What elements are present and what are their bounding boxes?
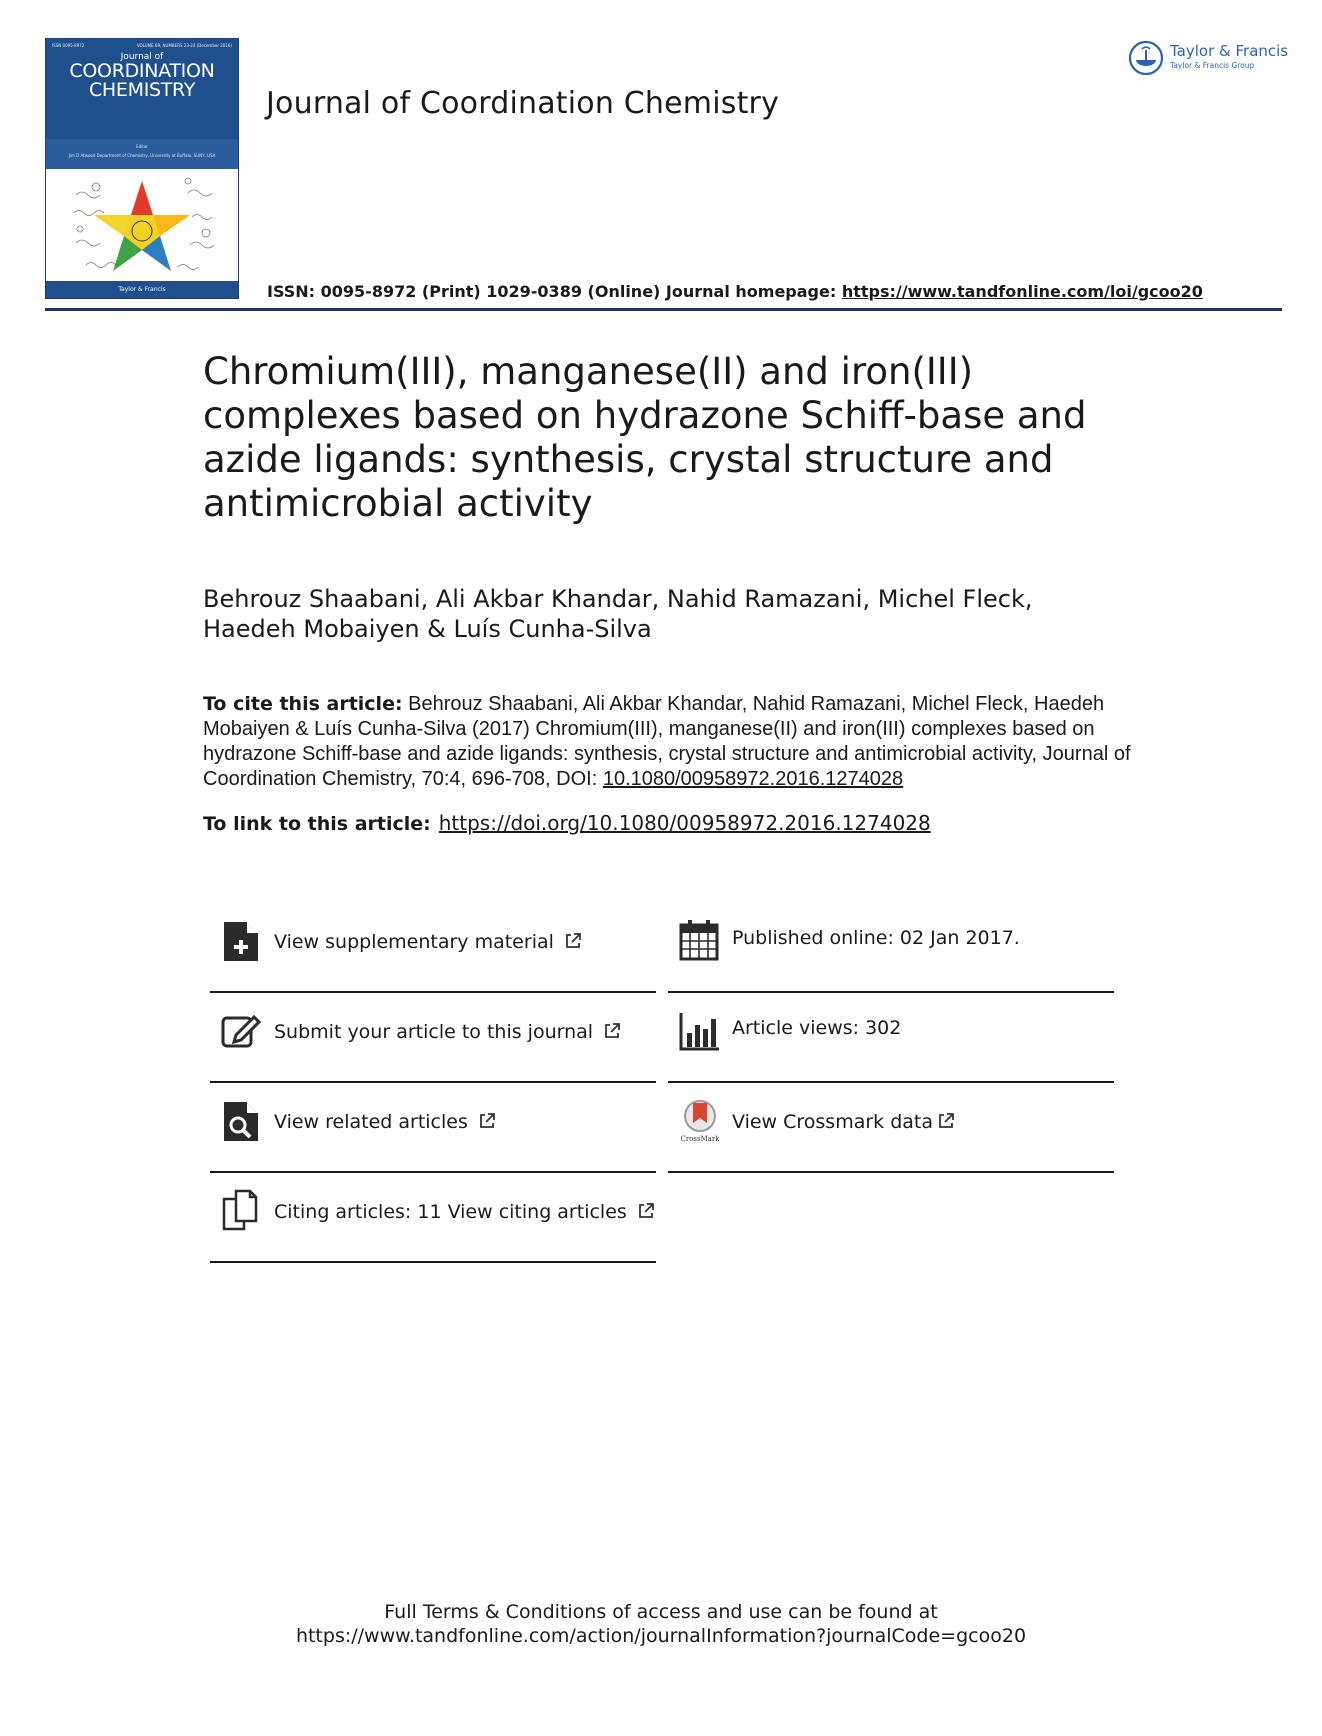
article-link-lead: To link to this article: [203,813,431,835]
views-label: Article views: 302 [732,1017,902,1039]
supplementary-label: View supplementary material [274,931,554,953]
cover-editor-label: Editor [136,144,148,149]
external-link-icon [937,1112,955,1130]
cover-volume: VOLUME 69, NUMBERS 23-24 (December 2016) [136,43,232,48]
cover-title-band [46,39,238,139]
submit-article-row[interactable] [210,993,656,1083]
citing-label: Citing articles: 11 View citing articles [274,1201,627,1223]
authors-line-1: Behrouz Shaabani, Ali Akbar Khandar, Nahid Ramazani, Michel Fleck, [203,585,1033,613]
terms-url[interactable]: https://www.tandfonline.com/action/journalInformation?journalCode=gcoo20 [295,1625,1027,1647]
published-label: Published online: 02 Jan 2017. [732,927,1020,949]
external-link-icon [564,932,582,950]
terms-footer [0,1600,1322,1648]
article-link-line [203,811,931,835]
cover-chemistry: CHEMISTRY [88,79,196,101]
external-link-icon [637,1202,655,1220]
crossmark-logo-icon [678,1099,722,1143]
author-list [203,584,1083,644]
terms-line: Full Terms & Conditions of access and use can be found at [384,1601,938,1623]
bar-chart-icon [678,1009,722,1053]
journal-cover [45,38,239,299]
publisher-group: Taylor & Francis Group [1170,61,1255,70]
article-doi-url[interactable]: https://doi.org/10.1080/00958972.2016.1274028 [438,811,931,835]
article-views-row [668,993,1114,1083]
journal-homepage-link[interactable]: https://www.tandfonline.com/loi/gcoo20 [841,282,1203,301]
citation-text: Behrouz Shaabani, Ali Akbar Khandar, Nahid Ramazani, Michel Fleck, Haedeh Mobaiyen & Luís Cunha-Silva (2017) Chromium(III), manganese(II) and iron(III) complexes based on hydrazone Schiff-base and azide ligands: synthesis, crystal structure and antimicrobial activity, Journal of Coordination Chemistry, 70:4, 696-708, DOI: [203,693,1131,790]
supplementary-material-row[interactable] [210,903,656,993]
cover-editor: Jim D Atwood Department of Chemistry, University at Buffalo, SUNY, USA [68,153,216,158]
citing-articles-row[interactable] [210,1173,656,1263]
citation-lead: To cite this article: [203,693,403,715]
article-title: Chromium(III), manganese(II) and iron(III) complexes based on hydrazone Schiff-base and azide ligands: synthesis, crystal structure and antimicrobial activity [203,350,1087,525]
citation-doi-link[interactable]: 10.1080/00958972.2016.1274028 [602,768,904,790]
header-divider [45,308,1282,311]
issn-text: ISSN: 0095-8972 (Print) 1029-0389 (Online) Journal homepage: [267,282,842,301]
cover-coordination: COORDINATION [69,60,215,82]
related-label: View related articles [274,1111,468,1133]
publisher-brand: Taylor & Francis [1170,42,1289,60]
journal-title: Journal of Coordination Chemistry [266,86,780,121]
cover-journal-of: Journal of [120,52,164,62]
citation-block [203,692,1133,792]
cover-editor-stripe [46,139,238,169]
cover-meta [46,39,238,48]
cover-publisher: Taylor & Francis [46,281,238,298]
taylor-francis-logo-icon [1128,40,1166,76]
authors-line-2: Haedeh Mobaiyen & Luís Cunha-Silva [203,615,652,643]
crossmark-label: View Crossmark data [732,1111,934,1133]
external-link-icon [603,1022,621,1040]
crossmark-caption: CrossMark [680,1135,720,1143]
crossmark-row[interactable] [668,1083,1114,1173]
file-plus-icon [220,919,264,963]
publisher-logo[interactable] [1128,40,1288,76]
external-link-icon [478,1112,496,1130]
cover-issn: ISSN 0095-8972 [52,43,85,48]
submit-label: Submit your article to this journal [274,1021,594,1043]
issn-line [267,282,1203,301]
edit-icon [220,1009,264,1053]
copy-documents-icon [220,1189,264,1233]
related-articles-row[interactable] [210,1083,656,1173]
file-search-icon [220,1099,264,1143]
published-online-row [668,903,1114,993]
cover-star-artwork [56,173,228,285]
calendar-icon [678,919,722,963]
